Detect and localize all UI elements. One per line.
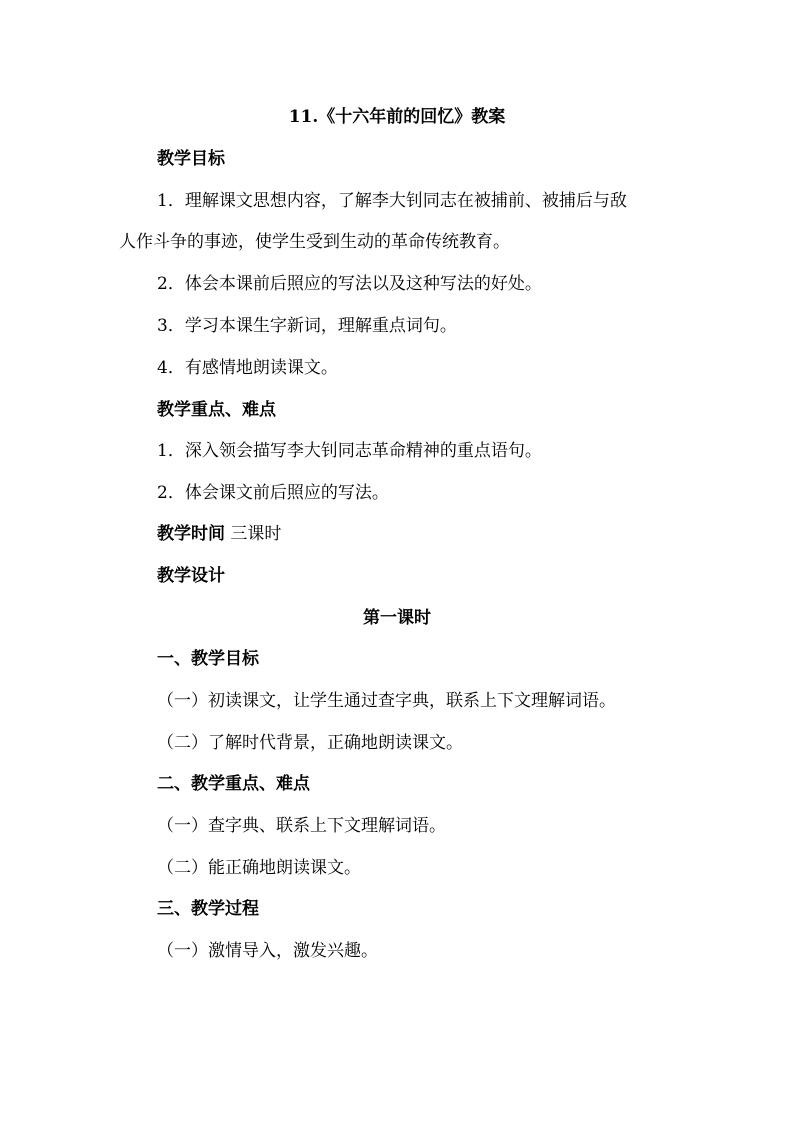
lesson-one-goal-item-2: （二）了解时代背景，正确地朗读课文。 (157, 733, 463, 753)
goal-item-2: 2．体会本课前后照应的写法以及这种写法的好处。 (157, 274, 542, 294)
teaching-time (157, 523, 281, 545)
section-heading-teaching-design: 教学设计 (157, 566, 225, 586)
lesson-one-process-heading: 三、教学过程 (157, 899, 259, 919)
document-title: 11.《十六年前的回忆》教案 (288, 107, 506, 127)
section-heading-key-points: 教学重点、难点 (157, 400, 276, 420)
lesson-one-key-item-2: （二）能正确地朗读课文。 (157, 858, 361, 878)
teaching-time-label: 教学时间 (157, 524, 225, 544)
lesson-one-key-item-1: （一）查字典、联系上下文理解词语。 (157, 816, 446, 836)
key-point-item-1: 1．深入领会描写李大钊同志革命精神的重点语句。 (157, 441, 542, 461)
goal-item-3: 3．学习本课生字新词，理解重点词句。 (157, 316, 457, 336)
lesson-one-heading: 第一课时 (363, 608, 431, 628)
section-heading-teaching-goals: 教学目标 (157, 149, 225, 169)
key-point-item-2: 2．体会课文前后照应的写法。 (157, 483, 389, 503)
teaching-time-value: 三课时 (230, 524, 282, 544)
lesson-one-goals-heading: 一、教学目标 (157, 649, 259, 669)
goal-item-4: 4．有感情地朗读课文。 (157, 358, 338, 378)
lesson-one-goal-item-1: （一）初读课文，让学生通过查字典，联系上下文理解词语。 (157, 691, 616, 711)
goal-item-1: 1．理解课文思想内容，了解李大钊同志在被捕前、被捕后与敌 (157, 191, 627, 211)
goal-item-1-continued: 人作斗争的事迹，使学生受到生动的革命传统教育。 (119, 232, 510, 252)
lesson-one-key-heading: 二、教学重点、难点 (157, 774, 310, 794)
lesson-one-process-item-1: （一）激情导入，激发兴趣。 (157, 941, 378, 961)
